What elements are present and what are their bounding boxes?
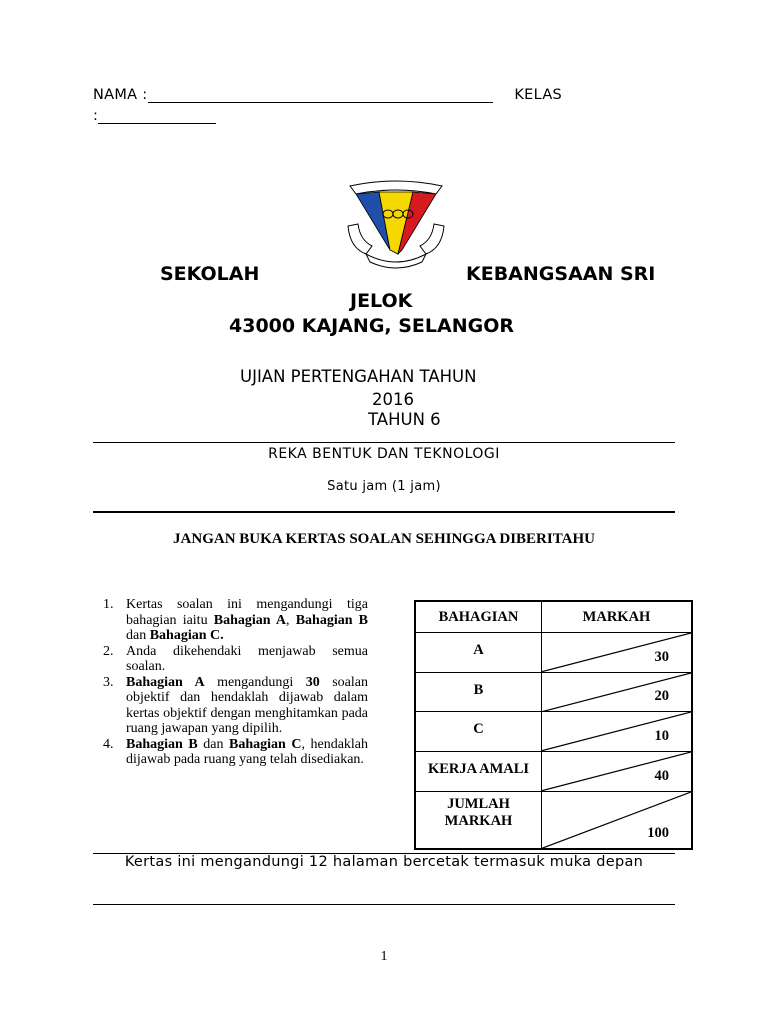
marks-value-cell[interactable]: [542, 633, 692, 673]
instruction-text: Bahagian A mengandungi 30 soalan objektif dan hendaklah dijawab dalam kertas objektif dengan menghitamkan pada ruang jawapan yang dipilih.: [126, 674, 368, 736]
marks-value-cell[interactable]: [542, 752, 692, 792]
marks-row: [416, 633, 692, 673]
school-word-kebangsaan: KEBANGSAAN SRI: [466, 263, 656, 285]
marks-row: [416, 791, 692, 848]
nama-blank[interactable]: [148, 88, 493, 103]
marks-row: [416, 672, 692, 712]
marks-value-cell[interactable]: [542, 712, 692, 752]
marks-table: [414, 600, 693, 850]
nama-label: NAMA :: [93, 87, 148, 103]
name-class-line: [93, 87, 562, 103]
exam-year: 2016: [372, 390, 414, 409]
marks-value: 20: [654, 688, 669, 705]
exam-title: UJIAN PERTENGAHAN TAHUN: [240, 367, 477, 386]
subject-title: REKA BENTUK DAN TEKNOLOGI: [268, 446, 500, 462]
kelas-blank[interactable]: [98, 109, 216, 124]
exam-duration: Satu jam (1 jam): [327, 479, 441, 494]
instruction-number: 3.: [103, 674, 114, 690]
instruction-number: 1.: [103, 597, 114, 612]
marks-row: [416, 712, 692, 752]
marks-header-bahagian: BAHAGIAN: [416, 602, 542, 633]
marks-value: 10: [654, 728, 669, 745]
marks-section: A: [416, 633, 542, 673]
instruction-item: [100, 597, 368, 644]
kelas-label: KELAS: [514, 87, 563, 103]
page-number: 1: [380, 949, 388, 964]
instruction-number: 4.: [103, 736, 114, 752]
kelas-line: [93, 108, 216, 124]
marks-value: 30: [654, 648, 669, 665]
marks-header-markah: MARKAH: [542, 602, 692, 633]
school-address: 43000 KAJANG, SELANGOR: [229, 315, 514, 337]
do-not-open-warning: JANGAN BUKA KERTAS SOALAN SEHINGGA DIBERITAHU: [173, 531, 595, 547]
exam-grade: TAHUN 6: [368, 410, 441, 429]
marks-section: C: [416, 712, 542, 752]
divider: [93, 904, 675, 905]
school-word-jelok: JELOK: [350, 290, 413, 312]
instruction-item: [100, 737, 368, 768]
marks-section: KERJA AMALI: [416, 752, 542, 792]
school-word-sekolah: SEKOLAH: [160, 263, 260, 285]
kelas-colon: :: [93, 108, 98, 124]
instructions-list: [100, 597, 368, 768]
marks-value: 40: [654, 767, 669, 784]
marks-value-cell[interactable]: [542, 791, 692, 848]
instruction-number: 2.: [103, 643, 114, 659]
instruction-text: Kertas soalan ini mengandungi tiga bahagian iaitu Bahagian A, Bahagian B dan Bahagian C.: [126, 597, 369, 643]
marks-row: [416, 752, 692, 792]
marks-value: 100: [647, 825, 669, 841]
marks-section: B: [416, 672, 542, 712]
school-crest-logo: [346, 178, 446, 272]
instruction-text: Bahagian B dan Bahagian C, hendaklah dijawab pada ruang yang telah disediakan.: [126, 736, 369, 767]
instruction-text: Anda dikehendaki menjawab semua soalan.: [126, 643, 368, 674]
divider: [93, 442, 675, 443]
instruction-item: [100, 675, 368, 737]
instruction-item: [100, 644, 368, 675]
page-count-note: Kertas ini mengandungi 12 halaman bercetak termasuk muka depan: [124, 854, 644, 870]
marks-value-cell[interactable]: [542, 672, 692, 712]
marks-section: JUMLAH MARKAH: [416, 791, 542, 848]
divider: [93, 511, 675, 513]
